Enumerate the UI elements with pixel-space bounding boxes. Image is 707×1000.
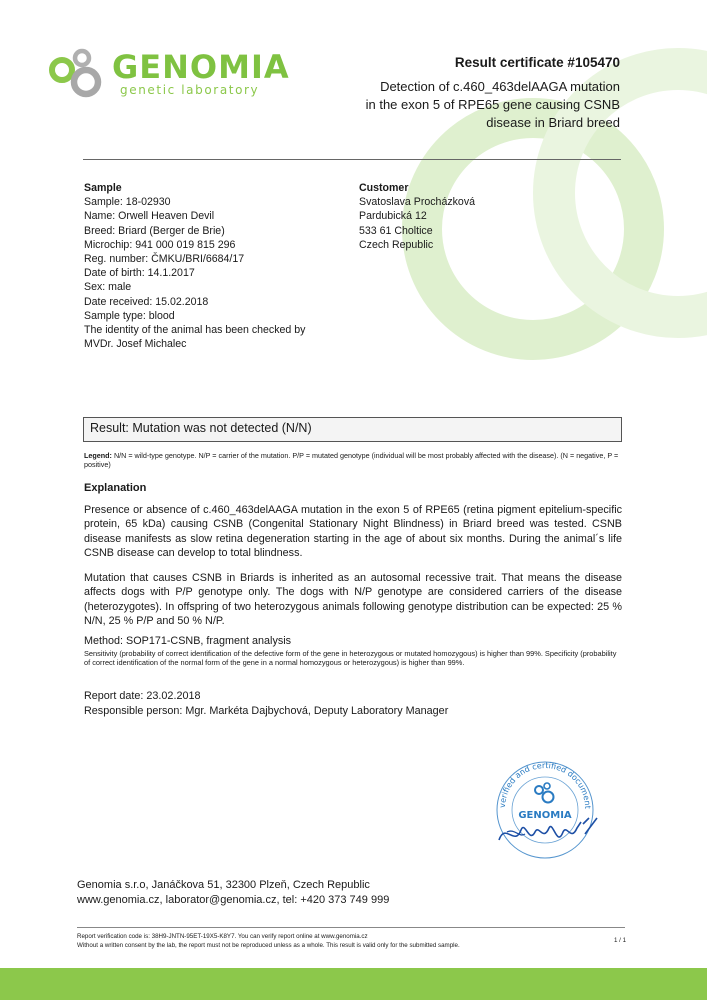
sample-line: Name: Orwell Heaven Devil xyxy=(84,210,215,223)
explanation-paragraph-1: Presence or absence of c.460_463delAAGA mutation in the exon 5 of RPE65 (retina pigment epitelium-specific protein, 65 kDa) causing CSNB (Congenital Stationary Night Blindness) in Briard breed was tested. CSNB disease manifests as slow retina degeneration starting in the age of about six months. During the animal´s life CSNB disease can develop to total blindness. xyxy=(84,504,622,559)
footer-contact: www.genomia.cz, laborator@genomia.cz, tel: +420 373 749 999 xyxy=(77,894,390,906)
method-note: Sensitivity (probability of correct identification of the defective form of the gene in heterozygous or mutated homozygous) is higher than 99%. Specificity (probability of correct identification of the normal form of the gene in a normal homozygous or heterozygous) is higher than 99%. xyxy=(84,649,617,668)
brand-name: GENOMIA xyxy=(112,48,290,86)
sample-line: Reg. number: ČMKU/BRI/6684/17 xyxy=(84,253,245,266)
report-date: Report date: 23.02.2018 xyxy=(84,690,201,702)
certificate-description-line: in the exon 5 of RPE65 gene causing CSNB xyxy=(365,97,620,112)
result-text: Result: Mutation was not detected (N/N) xyxy=(90,421,312,435)
sample-line: Sample type: blood xyxy=(84,309,175,322)
sample-heading: Sample xyxy=(84,182,122,194)
sample-line: Date received: 15.02.2018 xyxy=(84,295,209,308)
legend-label: Legend: xyxy=(84,451,112,460)
verification-code: Report verification code is: 38H9-JNTN-95ET-19X5-K8Y7. You can verify report online at www.genomia.cz xyxy=(77,933,368,940)
certificate-description xyxy=(300,78,620,132)
explanation-paragraph-2: Mutation that causes CSNB in Briards is inherited as an autosomal recessive trait. That means the disease affects dogs with P/P genotype only. The dogs with N/P genotype are considered carriers of the disease (heterozygotes). In offspring of two heterozygous animals following genotype distribution can be expected: 25 % N/N, 25 % P/P and 50 % N/P. xyxy=(84,572,622,627)
responsible-person: Responsible person: Mgr. Markéta Dajbychová, Deputy Laboratory Manager xyxy=(84,705,449,717)
customer-section xyxy=(359,181,559,252)
customer-heading: Customer xyxy=(359,182,409,194)
footer-divider xyxy=(77,927,625,928)
customer-line: Czech Republic xyxy=(359,238,434,251)
sample-line: The identity of the animal has been checked by xyxy=(84,324,306,337)
footer-green-bar xyxy=(0,968,707,1000)
certificate-description-line: Detection of c.460_463delAAGA mutation xyxy=(380,79,620,94)
legend xyxy=(84,451,624,470)
method-line: Method: SOP171-CSNB, fragment analysis xyxy=(84,635,292,647)
sample-line: Sample: 18-02930 xyxy=(84,196,171,209)
sample-line: Microchip: 941 000 019 815 296 xyxy=(84,238,236,251)
sample-line: Sex: male xyxy=(84,281,132,294)
sample-section xyxy=(84,181,354,351)
sample-line: Date of birth: 14.1.2017 xyxy=(84,267,195,280)
certificate-description-line: disease in Briard breed xyxy=(486,115,620,130)
page-number: 1 / 1 xyxy=(614,937,627,944)
certificate-title: Result certificate #105470 xyxy=(454,55,620,70)
result-box xyxy=(83,417,622,442)
legend-text: N/N = wild-type genotype. N/P = carrier of the mutation. P/P = mutated genotype (individual will be most probably affected with the disease). (N = negative, P = positive) xyxy=(84,451,619,470)
customer-line: Pardubická 12 xyxy=(359,210,427,223)
header-divider xyxy=(83,159,621,160)
explanation-heading: Explanation xyxy=(84,482,147,494)
customer-line: Svatoslava Procházková xyxy=(359,196,476,209)
footer-address: Genomia s.r.o, Janáčkova 51, 32300 Plzeň, Czech Republic xyxy=(77,879,370,891)
brand-tagline: genetic laboratory xyxy=(120,83,260,97)
customer-line: 533 61 Choltice xyxy=(359,224,433,237)
genomia-logo-icon xyxy=(48,46,114,106)
disclaimer: Without a written consent by the lab, the report must not be reproduced unless as a whole. This result is valid only for the submitted sample. xyxy=(77,942,460,949)
stamp-name: GENOMIA xyxy=(518,810,572,821)
sample-line: MVDr. Josef Michalec xyxy=(84,338,187,351)
sample-line: Breed: Briard (Berger de Brie) xyxy=(84,224,225,237)
certification-stamp-icon xyxy=(485,752,605,862)
stamp-ring-text: verified and certified document xyxy=(497,760,593,809)
